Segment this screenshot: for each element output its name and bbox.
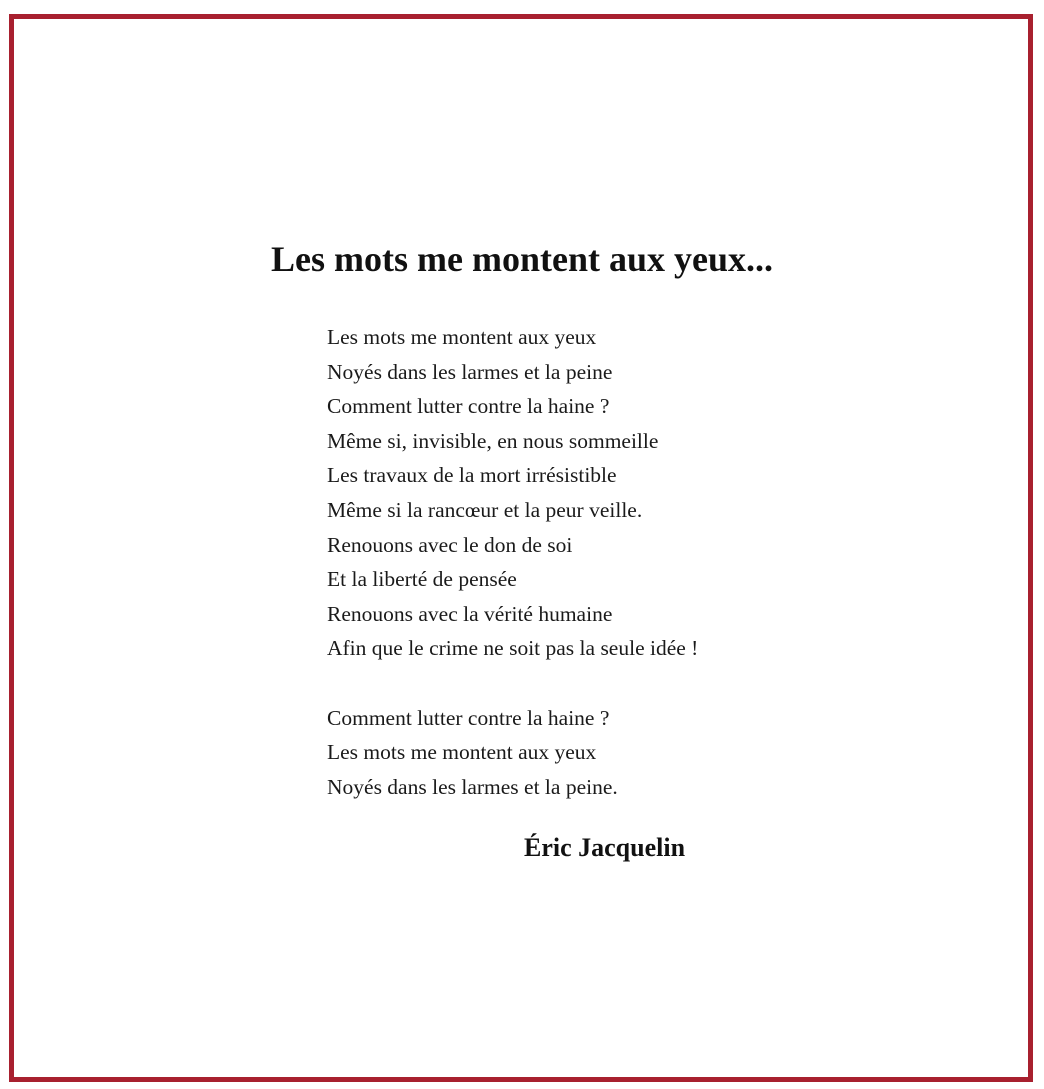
poem-line: Les mots me montent aux yeux	[327, 740, 597, 765]
poem-line: Même si la rancœur et la peur veille.	[327, 497, 643, 522]
poem-author: Éric Jacquelin	[524, 833, 686, 862]
poem-line: Les mots me montent aux yeux	[327, 325, 597, 349]
poem-line: Les travaux de la mort irrésistible	[327, 463, 617, 488]
poem-line: Noyés dans les larmes et la peine.	[327, 774, 618, 799]
poem-line: Renouons avec la vérité humaine	[327, 601, 613, 626]
poem-line: Renouons avec le don de soi	[327, 532, 573, 557]
poem-body	[327, 320, 698, 804]
poem-stanza-1	[327, 320, 698, 666]
poem-stanza-2	[327, 701, 698, 805]
poem-line: Comment lutter contre la haine ?	[327, 394, 610, 419]
poem-line: Comment lutter contre la haine ?	[327, 705, 610, 730]
poem-line: Afin que le crime ne soit pas la seule idée !	[327, 636, 699, 661]
poem-line: Même si, invisible, en nous sommeille	[327, 428, 659, 453]
poem-title: Les mots me montent aux yeux...	[271, 239, 773, 279]
poem-line: Et la liberté de pensée	[327, 567, 517, 592]
poem-line: Noyés dans les larmes et la peine	[327, 359, 613, 384]
